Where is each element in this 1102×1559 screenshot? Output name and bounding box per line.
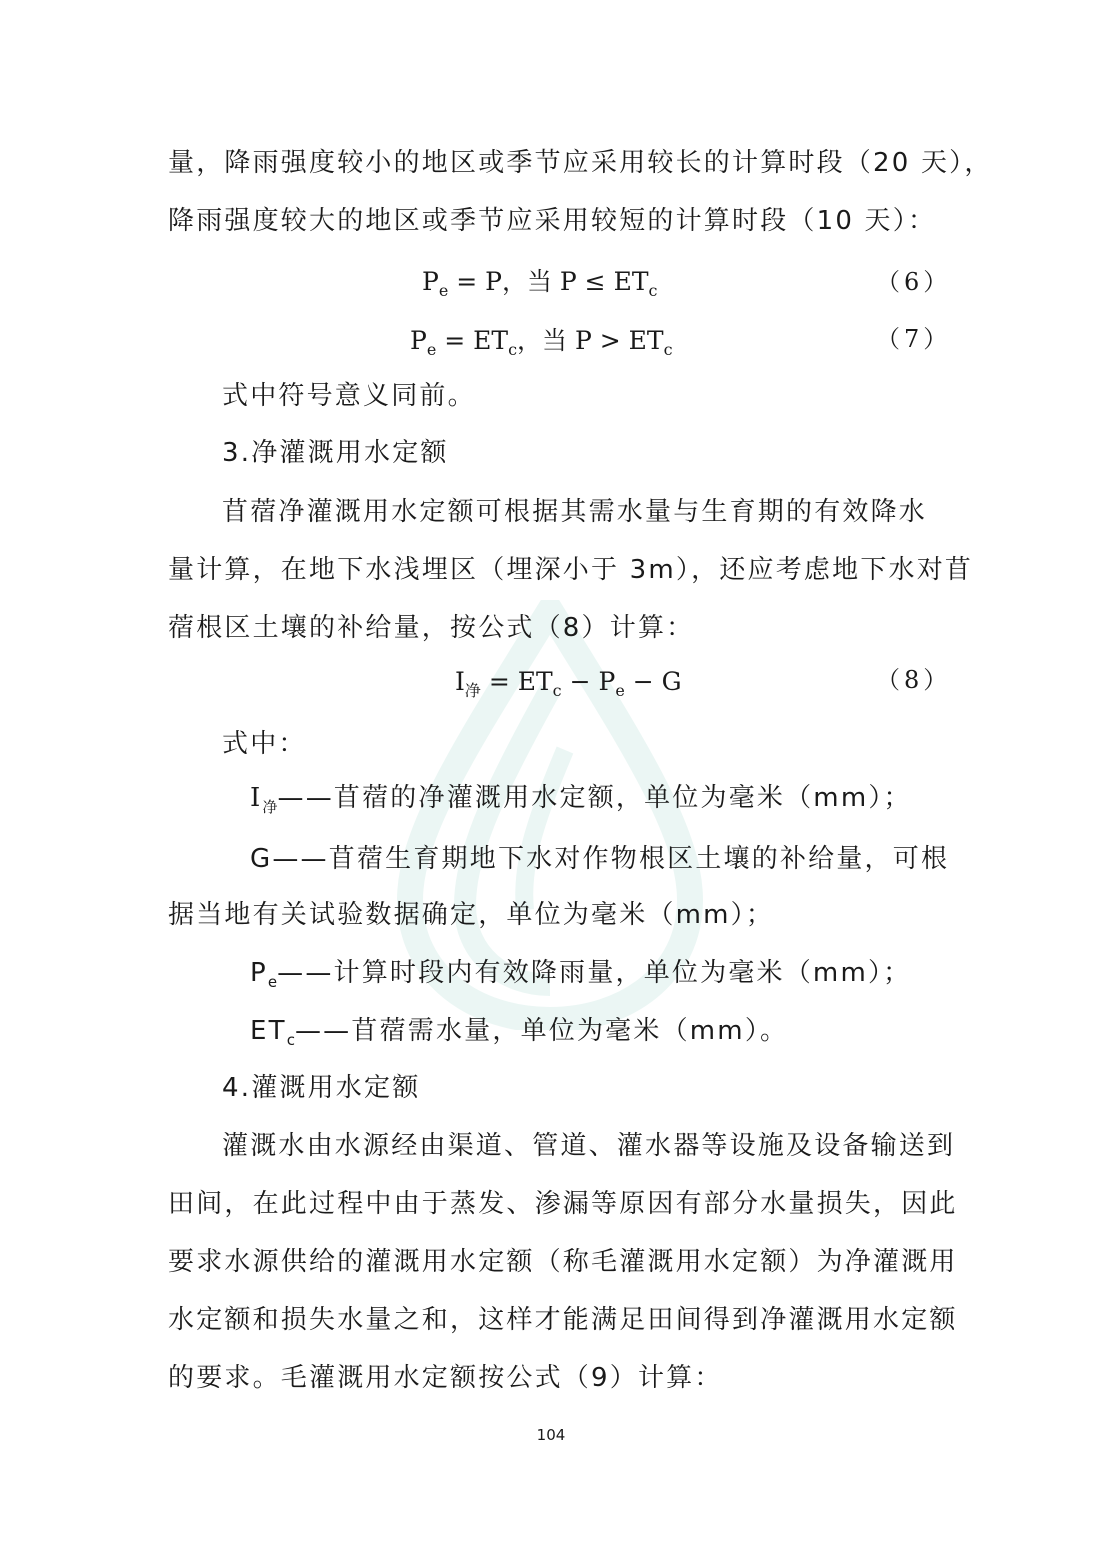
section-3-para-line-3: 蓿根区土壤的补给量，按公式（8）计算： [168, 613, 695, 643]
definition-i-net [250, 780, 1020, 825]
section-4-heading: 4.灌溉用水定额 [222, 1073, 421, 1103]
formula-8-sub-e: e [615, 681, 625, 700]
formula-8-body-2: − P [561, 667, 616, 696]
where-label: 式中： [222, 729, 307, 759]
formula-6-sub-c: c [648, 281, 658, 300]
definition-pe-symbol: P [250, 958, 268, 988]
definition-g-line-1: G——苜蓿生育期地下水对作物根区土壤的补给量，可根 [250, 844, 950, 874]
section-3-heading: 3.净灌溉用水定额 [222, 438, 449, 468]
definition-pe-sub: e [267, 973, 278, 991]
equation-number-6: （6） [876, 268, 952, 296]
formula-8-body-1: = ET [480, 667, 553, 696]
definition-i-symbol: I [250, 783, 263, 813]
section-4-line-1: 灌溉水由水源经由渠道、管道、灌水器等设施及设备输送到 [222, 1131, 956, 1161]
section-3-para-line-1: 苜蓿净灌溉用水定额可根据其需水量与生育期的有效降水 [222, 497, 928, 527]
formula-8-I: I [455, 667, 465, 696]
formula-6-P: P [422, 267, 439, 296]
formula-7-sub-c1: c [508, 340, 518, 359]
equation-number-7: （7） [876, 325, 952, 353]
section-3-para-line-2: 量计算，在地下水浅埋区（埋深小于 3m），还应考虑地下水对苜 [168, 555, 974, 585]
formula-6-body: = P，当 P ≤ ET [448, 267, 649, 296]
formula-6 [422, 264, 657, 309]
formula-7-sub-c2: c [663, 340, 673, 359]
formula-7 [410, 323, 673, 368]
definition-pe-text: ——计算时段内有效降雨量，单位为毫米（mm）； [277, 958, 912, 988]
formula-8-sub-c: c [552, 681, 562, 700]
page-number: 104 [536, 1426, 566, 1444]
formula-8-sub-net: 净 [464, 681, 481, 700]
section-4-line-3: 要求水源供给的灌溉用水定额（称毛灌溉用水定额）为净灌溉用 [168, 1247, 958, 1277]
formula-7-body-2: ，当 P > ET [517, 326, 664, 355]
section-4-line-4: 水定额和损失水量之和，这样才能满足田间得到净灌溉用水定额 [168, 1305, 958, 1335]
formula-7-body-1: = ET [436, 326, 509, 355]
definition-i-sub: 净 [262, 798, 278, 816]
formula-7-sub-e: e [426, 340, 437, 359]
equation-number-8: （8） [876, 666, 952, 694]
definition-etc [250, 1013, 1020, 1058]
section-4-line-5: 的要求。毛灌溉用水定额按公式（9）计算： [168, 1363, 723, 1393]
formula-7-P: P [410, 326, 427, 355]
definition-etc-symbol: ET [250, 1016, 287, 1046]
definition-etc-sub: c [286, 1031, 295, 1049]
definition-etc-text: ——苜蓿需水量，单位为毫米（mm）。 [294, 1016, 789, 1046]
formula-8 [455, 664, 682, 709]
formula-6-sub-e: e [438, 281, 449, 300]
section-4-line-2: 田间，在此过程中由于蒸发、渗漏等原因有部分水量损失，因此 [168, 1189, 958, 1219]
definition-i-text: ——苜蓿的净灌溉用水定额，单位为毫米（mm）； [277, 783, 912, 813]
intro-line-1: 量，降雨强度较小的地区或季节应采用较长的计算时段（20 天）， [168, 148, 993, 178]
note-same-as-before: 式中符号意义同前。 [222, 381, 476, 411]
formula-8-body-3: − G [624, 667, 682, 696]
definition-pe [250, 955, 1020, 1000]
definition-g-line-2: 据当地有关试验数据确定，单位为毫米（mm）； [168, 900, 775, 930]
intro-line-2: 降雨强度较大的地区或季节应采用较短的计算时段（10 天）： [168, 206, 937, 236]
